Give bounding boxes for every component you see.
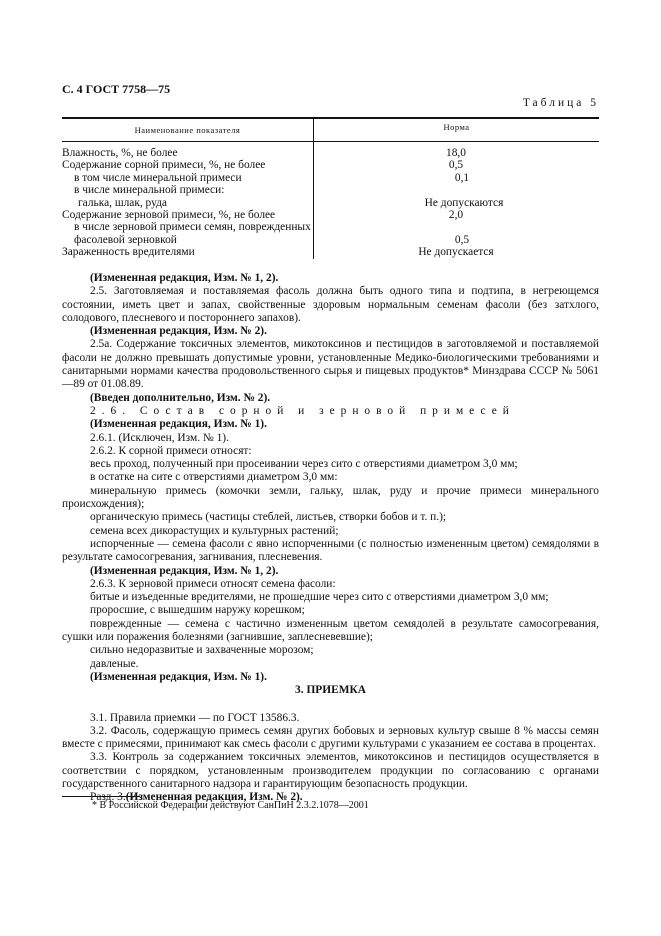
paragraph: битые и изъеденные вредителями, не прошедшие через сито с отверстиями диаметром 3,0 мм; (90, 591, 549, 604)
section-heading: 3. ПРИЕМКА (295, 684, 366, 697)
paragraph: проросшие, с вышедшим наружу корешком; (90, 604, 305, 617)
paragraph: 3.2. Фасоль, содержащую примесь семян других бобовых и зерновых культур свыше 8 % массы семян вместе с примесями, принимают как смесь фасоли с другими культурами с указанием ее состава в процентах. (62, 724, 599, 751)
amendment-note: (Измененная редакция, Изм. № 2). (90, 325, 267, 338)
norm-cell: Не допускаются (424, 196, 504, 209)
column-header-norm: Норма (443, 122, 470, 132)
paragraph: минеральную примесь (комочки земли, гальку, шлак, руду и прочие примеси минерального происхождения); (62, 484, 599, 511)
paragraph: 2.5. Заготовляемая и поставляемая фасоль должна быть одного типа и подтипа, в негреющемся состоянии, иметь цвет и запах, свойственные здоровым нормальным семенам фасоли (без затхлого, солодового, плесневого и постороннего запахов). (62, 285, 599, 324)
table-caption: Таблица 5 (522, 97, 599, 109)
table-row (62, 172, 599, 184)
indicator-cell: фасолевой зерновкой (74, 233, 177, 246)
indicator-cell: Влажность, %, не более (62, 147, 178, 159)
indicator-cell: Зараженность вредителями (62, 246, 195, 259)
indicator-cell: галька, шлак, руда (78, 196, 167, 209)
paragraph: испорченные — семена фасоли с явно испорченными (с полностью измененным цветом) семядолями в результате самосогревания, загнивания, плесневения. (62, 537, 599, 564)
paragraph: 3.1. Правила приемки — по ГОСТ 13586.3. (90, 711, 300, 724)
indicator-cell: в числе зерновой примеси семян, поврежденных (74, 221, 311, 234)
indicator-cell: в том числе минеральной примеси (74, 171, 242, 184)
table-row (62, 147, 599, 159)
page-header: С. 4 ГОСТ 7758—75 (62, 82, 171, 96)
indicator-cell: в числе минеральной примеси: (74, 184, 225, 197)
indicator-cell: Содержание сорной примеси, %, не более (62, 159, 266, 172)
table-5 (62, 117, 599, 261)
subsection-heading: 2.6. Состав сорной и зерновой примесей (90, 404, 515, 417)
paragraph: органическую примесь (частицы стеблей, листьев, створки бобов и т. п.); (90, 511, 447, 524)
paragraph: семена всех дикорастущих и культурных растений; (90, 524, 339, 537)
document-body (62, 272, 599, 805)
amendment-note: (Измененная редакция, Изм. № 1, 2). (90, 564, 279, 577)
amendment-note: (Введен дополнительно, Изм. № 2). (90, 391, 271, 404)
norm-cell: 0,5 (454, 233, 470, 246)
paragraph: 3.3. Контроль за содержанием токсичных элементов, микотоксинов и пестицидов осуществляется в соответствии с порядком, установленным производителем продукции по согласованию с органами государственного санитарного надзора и гарантирующим безопасность продукции. (62, 751, 599, 790)
table-row (62, 234, 599, 246)
paragraph: 2.6.3. К зерновой примеси относят семена фасоли: (90, 577, 336, 590)
paragraph: 2.6.1. (Исключен, Изм. № 1). (90, 431, 229, 444)
paragraph: в остатке на сите с отверстиями диаметром 3,0 мм: (90, 471, 338, 484)
table-body (62, 147, 599, 259)
norm-cell: 18,0 (446, 147, 466, 159)
paragraph: давленые. (90, 657, 139, 670)
paragraph: 2.5а. Содержание токсичных элементов, микотоксинов и пестицидов в заготовляемой и поставляемой фасоли не должно превышать допустимые уровни, установленные Медико-биологическими требованиями и санитарными нормами качества продовольственного сырья и пищевых продуктов* Минздрава СССР № 5061—89 от 01.08.89. (62, 338, 599, 391)
table-row (62, 159, 599, 171)
paragraph: сильно недоразвитые и захваченные морозом; (90, 644, 314, 657)
footnote: * В Российской Федерации действуют СанПиН 2.3.2.1078—2001 (92, 800, 369, 811)
table-row (62, 246, 599, 258)
table-top-rule (62, 117, 599, 119)
paragraph: 2.6.2. К сорной примеси относят: (90, 444, 252, 457)
amendment-note: (Измененная редакция, Изм. № 1). (90, 670, 267, 683)
norm-cell: Не допускается (418, 246, 494, 259)
norm-cell (325, 221, 599, 233)
table-row (62, 184, 599, 196)
table-row (62, 197, 599, 209)
table-row (62, 209, 599, 221)
paragraph: весь проход, полученный при просеивании через сито с отверстиями диаметром 3,0 мм; (90, 458, 518, 471)
norm-cell: 0,1 (454, 171, 470, 184)
table-header-rule (62, 141, 599, 142)
paragraph: поврежденные — семена с частично измененным цветом семядолей в результате самосогревания, сушки или поражения болезнями (загнившие, заплесневевшие); (62, 617, 599, 644)
amendment-note: (Измененная редакция, Изм. № 1). (90, 418, 267, 431)
amendment-note: (Измененная редакция, Изм. № 2). (125, 791, 303, 804)
amendment-note: (Измененная редакция, Изм. № 1, 2). (90, 272, 279, 284)
norm-cell: 2,0 (448, 208, 464, 221)
footnote-rule (62, 796, 140, 797)
section-ref: Разд. 3. (90, 791, 126, 804)
norm-cell (325, 184, 599, 196)
table-row (62, 221, 599, 233)
norm-cell: 0,5 (448, 159, 464, 172)
indicator-cell: Содержание зерновой примеси, %, не более (62, 208, 276, 221)
column-header-indicator: Наименование показателя (134, 125, 241, 135)
